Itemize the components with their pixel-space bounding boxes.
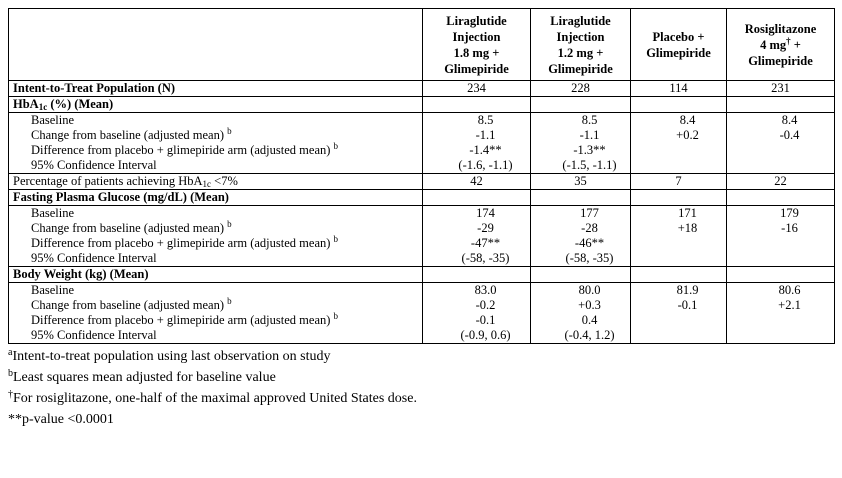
cell-value: 234 [423, 81, 531, 97]
footnotes [8, 346, 834, 430]
cell-value: 35 [531, 174, 631, 190]
footnote-ref: b [333, 311, 339, 321]
row-label: Intent-to-Treat Population (N) [9, 81, 423, 97]
footnote-a [8, 346, 834, 367]
footnote-ref: b [227, 219, 232, 229]
header-text: Glimepiride [646, 45, 711, 60]
cell-value: 81.9 [676, 283, 699, 297]
header-text: Glimepiride [444, 61, 509, 76]
row-label-change [13, 128, 422, 143]
label-text: <7% [211, 174, 238, 188]
cell-value: -16 [781, 221, 798, 235]
header-text: 1.2 mg + [557, 45, 604, 60]
label-text: Difference from placebo + glimepiride arm (adjusted mean) [31, 313, 334, 327]
dagger-superscript: † [786, 35, 791, 46]
cell-column [631, 113, 727, 174]
cell-value: 7 [631, 174, 727, 190]
header-text: Glimepiride [548, 61, 613, 76]
results-table [8, 8, 835, 344]
label-text: Difference from placebo + glimepiride arm (adjusted mean) [31, 236, 334, 250]
header-liraglutide-1-8 [423, 9, 531, 81]
cell-value: 8.5 [477, 113, 494, 127]
cell-value: 231 [727, 81, 835, 97]
label-text: Percentage of patients achieving HbA [13, 174, 203, 188]
empty-cell [423, 190, 531, 206]
label-text: Change from baseline (adjusted mean) [31, 128, 228, 142]
header-text: Injection [452, 29, 501, 44]
empty-cell [423, 97, 531, 113]
cell-column [423, 113, 531, 174]
cell-value: (-58, -35) [565, 251, 614, 265]
row-label-difference [13, 313, 422, 328]
header-text: 1.8 mg + [453, 45, 500, 60]
subscript: 1c [202, 179, 212, 189]
cell-column [423, 206, 531, 267]
cell-value: -1.1 [579, 128, 600, 142]
cell-value: (-1.5, -1.1) [562, 158, 617, 172]
cell-value: +2.1 [778, 298, 801, 312]
cell-column [531, 113, 631, 174]
row-label-difference [13, 143, 422, 158]
cell-column [423, 283, 531, 344]
cell-value: 228 [531, 81, 631, 97]
cell-value: 179 [780, 206, 799, 220]
cell-value: -47** [470, 236, 501, 250]
cell-value: -1.4** [469, 143, 502, 157]
cell-value: +18 [677, 221, 698, 235]
cell-value: (-58, -35) [461, 251, 510, 265]
footnote-ref: b [333, 234, 339, 244]
footnote-ref: b [227, 126, 232, 136]
cell-value: 22 [727, 174, 835, 190]
header-text: Injection [556, 29, 605, 44]
fpg-heading-row [9, 190, 835, 206]
row-labels [9, 283, 423, 344]
weight-heading-row [9, 267, 835, 283]
row-label-difference [13, 236, 422, 251]
empty-cell [631, 267, 727, 283]
label-text: 95% Confidence Interval [31, 251, 157, 265]
footnote-text: Intent-to-treat population using last observation on study [12, 349, 331, 364]
cell-value: 8.4 [781, 113, 798, 127]
footnote-ref: b [333, 141, 339, 151]
cell-value: 42 [423, 174, 531, 190]
cell-column [727, 113, 835, 174]
cell-column [631, 206, 727, 267]
subscript: 1c [38, 102, 48, 112]
cell-column [531, 283, 631, 344]
label-text: Baseline [31, 283, 75, 297]
label-text: Difference from placebo + glimepiride arm (adjusted mean) [31, 143, 334, 157]
row-label-ci [13, 251, 422, 266]
header-text: Placebo + [652, 29, 705, 44]
cell-value: 83.0 [474, 283, 497, 297]
cell-value: 114 [631, 81, 727, 97]
cell-value: +0.3 [578, 298, 601, 312]
cell-value: -29 [477, 221, 494, 235]
row-label-change [13, 221, 422, 236]
header-liraglutide-1-2 [531, 9, 631, 81]
cell-value: 174 [476, 206, 495, 220]
section-heading-hba1c [9, 97, 423, 113]
percentage-row [9, 174, 835, 190]
cell-value: -28 [581, 221, 598, 235]
label-text: Baseline [31, 206, 75, 220]
empty-cell [531, 190, 631, 206]
cell-value: -0.4 [779, 128, 800, 142]
footnote-mark: † [8, 389, 13, 400]
header-text [729, 37, 832, 53]
cell-value: -1.3** [573, 143, 606, 157]
header-rosiglitazone [727, 9, 835, 81]
empty-cell [423, 267, 531, 283]
heading-text: (%) (Mean) [47, 97, 114, 111]
row-label-ci [13, 158, 422, 173]
weight-data-row [9, 283, 835, 344]
footnote-b [8, 367, 834, 388]
cell-value: 0.4 [581, 313, 598, 327]
section-heading-fpg: Fasting Plasma Glucose (mg/dL) (Mean) [9, 190, 423, 206]
row-labels [9, 206, 423, 267]
row-label-baseline [13, 206, 422, 221]
cell-value: +0.2 [676, 128, 699, 142]
cell-value: (-0.4, 1.2) [564, 328, 615, 342]
footnote-ref: b [227, 296, 232, 306]
results-table-container [8, 8, 834, 430]
empty-cell [531, 97, 631, 113]
empty-cell [631, 190, 727, 206]
itt-row [9, 81, 835, 97]
empty-cell [531, 267, 631, 283]
header-text: Liraglutide [446, 13, 507, 28]
label-text: 95% Confidence Interval [31, 158, 157, 172]
cell-value: 171 [678, 206, 697, 220]
header-empty-cell [9, 9, 423, 81]
cell-value: -0.1 [475, 313, 496, 327]
cell-value: 8.4 [679, 113, 696, 127]
cell-value: 80.6 [778, 283, 801, 297]
footnote-text: For rosiglitazone, one-half of the maximal approved United States dose. [13, 391, 417, 406]
row-label-change [13, 298, 422, 313]
hba1c-data-row [9, 113, 835, 174]
cell-value: 177 [580, 206, 599, 220]
cell-value: -1.1 [475, 128, 496, 142]
fpg-data-row [9, 206, 835, 267]
cell-column [727, 283, 835, 344]
empty-cell [727, 97, 835, 113]
cell-value: 80.0 [578, 283, 601, 297]
table-header-row [9, 9, 835, 81]
cell-value: -46** [574, 236, 605, 250]
row-labels [9, 113, 423, 174]
header-text: Rosiglitazone [744, 21, 817, 36]
label-text: Baseline [31, 113, 75, 127]
header-placebo [631, 9, 727, 81]
footnote-pvalue [8, 409, 834, 430]
row-label-baseline [13, 113, 422, 128]
empty-cell [631, 97, 727, 113]
empty-cell [727, 190, 835, 206]
empty-cell [727, 267, 835, 283]
footnote-mark: a [8, 347, 13, 358]
cell-value: (-1.6, -1.1) [458, 158, 513, 172]
cell-value: -0.1 [677, 298, 698, 312]
hba1c-heading-row [9, 97, 835, 113]
heading-text: HbA [13, 97, 39, 111]
section-heading-weight: Body Weight (kg) (Mean) [9, 267, 423, 283]
header-text: Glimepiride [748, 53, 813, 68]
cell-value: (-0.9, 0.6) [460, 328, 511, 342]
cell-value: -0.2 [475, 298, 496, 312]
footnote-dagger [8, 388, 834, 409]
cell-value: 8.5 [581, 113, 598, 127]
row-label-percentage [9, 174, 423, 190]
header-dose-text: 4 mg [760, 37, 787, 52]
footnote-text: Least squares mean adjusted for baseline value [13, 370, 276, 385]
label-text: Change from baseline (adjusted mean) [31, 298, 228, 312]
footnote-text: **p-value <0.0001 [8, 412, 114, 427]
cell-column [631, 283, 727, 344]
cell-column [727, 206, 835, 267]
row-label-ci [13, 328, 422, 343]
label-text: Change from baseline (adjusted mean) [31, 221, 228, 235]
cell-column [531, 206, 631, 267]
footnote-mark: b [8, 368, 13, 379]
header-text: Liraglutide [550, 13, 611, 28]
header-plus-text: + [790, 37, 801, 52]
label-text: 95% Confidence Interval [31, 328, 157, 342]
row-label-baseline [13, 283, 422, 298]
